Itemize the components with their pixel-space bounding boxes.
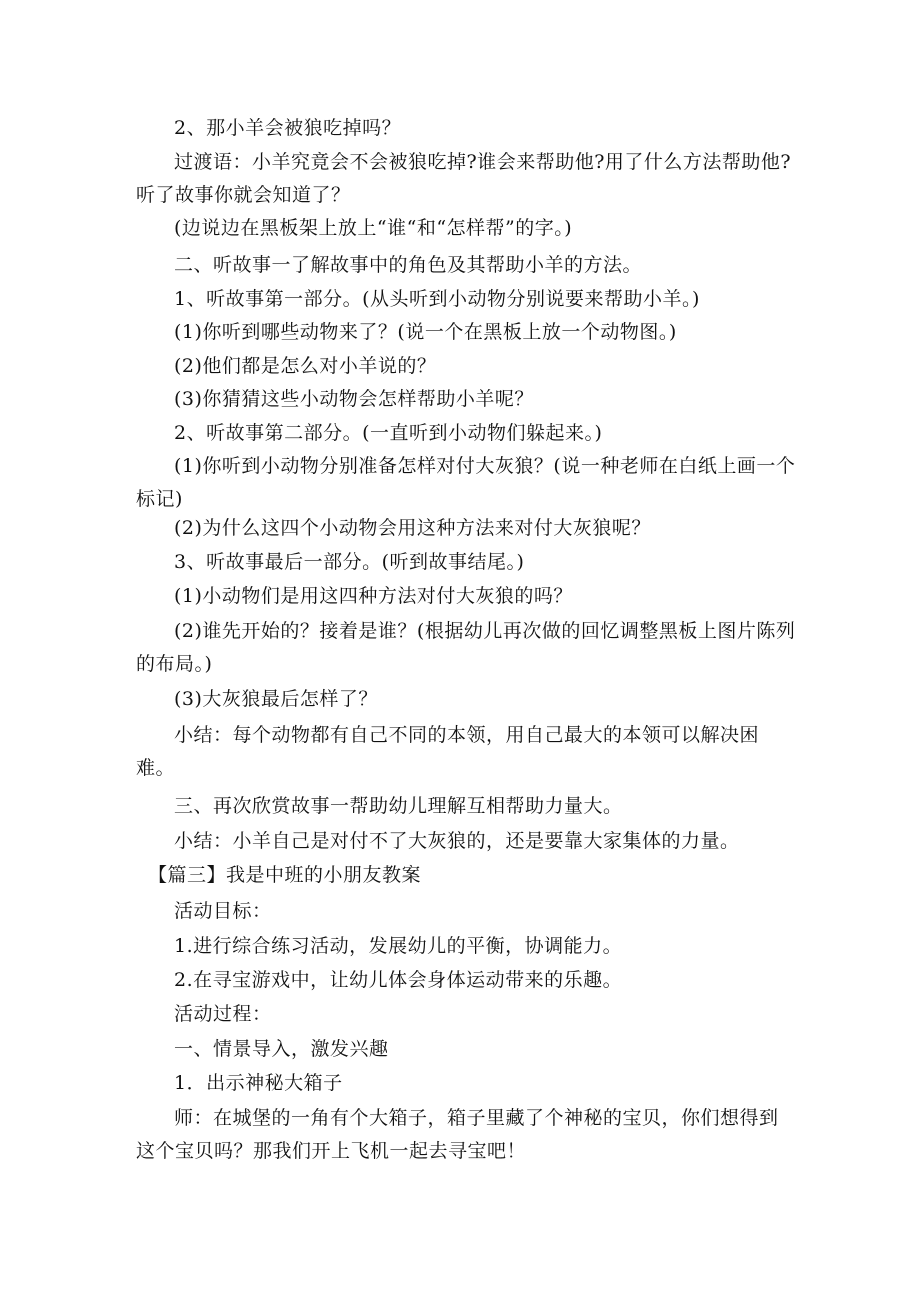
paragraph: 活动过程： [174, 1003, 272, 1025]
section-heading: 【篇三】我是中班的小朋友教案 [148, 864, 422, 886]
paragraph: (3)大灰狼最后怎样了？ [174, 688, 378, 710]
paragraph: (2)他们都是怎么对小羊说的？ [174, 355, 437, 377]
paragraph: (1)你听到小动物分别准备怎样对付大灰狼？(说一种老师在白纸上画一个标记) [136, 455, 796, 510]
paragraph: 2.在寻宝游戏中，让幼儿体会身体运动带来的乐趣。 [174, 969, 623, 991]
paragraph: 三、再次欣赏故事一帮助幼儿理解互相帮助力量大。 [174, 795, 623, 817]
paragraph: 二、听故事一了解故事中的角色及其帮助小羊的方法。 [174, 254, 643, 276]
paragraph: 过渡语：小羊究竟会不会被狼吃掉?谁会来帮助他?用了什么方法帮助他?听了故事你就会知道了？ [136, 151, 792, 206]
paragraph: (2)谁先开始的？接着是谁？(根据幼儿再次做的回忆调整黑板上图片陈列的布局。) [136, 620, 796, 675]
paragraph: 小结：每个动物都有自己不同的本领，用自己最大的本领可以解决困难。 [136, 724, 760, 779]
paragraph: 1、听故事第一部分。(从头听到小动物分别说要来帮助小羊。) [174, 288, 700, 310]
paragraph: 1.进行综合练习活动，发展幼儿的平衡，协调能力。 [174, 935, 623, 957]
paragraph: 2、那小羊会被狼吃掉吗？ [174, 117, 402, 139]
paragraph: (边说边在黑板架上放上“谁“和“怎样帮”的字。) [174, 217, 573, 239]
paragraph: 2、听故事第二部分。(一直听到小动物们躲起来。) [174, 422, 603, 444]
paragraph: 3、听故事最后一部分。(听到故事结尾。) [174, 551, 525, 573]
paragraph: 1．出示神秘大箱子 [174, 1072, 343, 1094]
paragraph: 师：在城堡的一角有个大箱子，箱子里藏了个神秘的宝贝，你们想得到这个宝贝吗？那我们开上飞机一起去寻宝吧！ [136, 1107, 779, 1162]
paragraph: 小结：小羊自己是对付不了大灰狼的，还是要靠大家集体的力量。 [174, 830, 740, 852]
paragraph: 活动目标： [174, 900, 272, 922]
paragraph: 一、情景导入，激发兴趣 [174, 1038, 389, 1060]
paragraph: (1)小动物们是用这四种方法对付大灰狼的吗？ [174, 585, 573, 607]
paragraph: (1)你听到哪些动物来了？(说一个在黑板上放一个动物图。) [174, 321, 677, 343]
paragraph: (2)为什么这四个小动物会用这种方法来对付大灰狼呢？ [174, 517, 651, 539]
paragraph: (3)你猜猜这些小动物会怎样帮助小羊呢？ [174, 388, 534, 410]
